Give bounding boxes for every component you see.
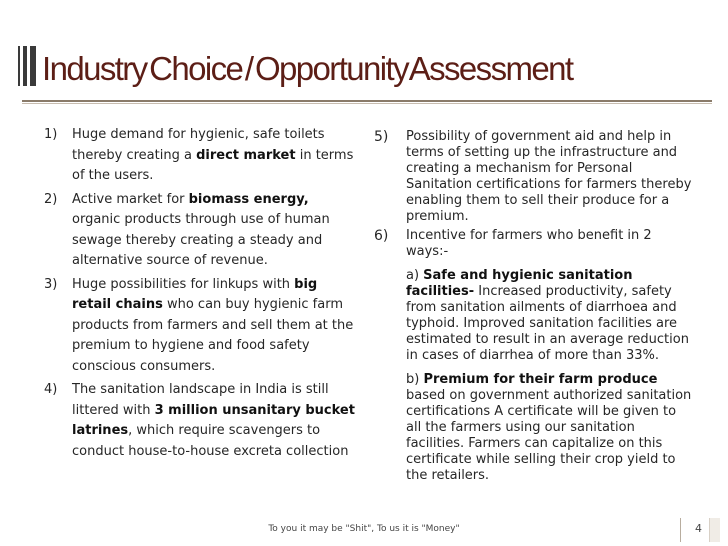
list-item (374, 129, 694, 225)
sub-label: b) (406, 372, 424, 387)
deco-bar (30, 46, 36, 86)
right-column-list (374, 129, 694, 484)
item-text: Incentive for farmers who benefit in 2 ways:- (406, 228, 652, 259)
list-number: 2) (44, 191, 58, 207)
sub-bold: Premium for their farm produce (423, 372, 658, 387)
sub-text: Increased productivity, safety from sanitation ailments of diarrhoea and typhoid. Improved sanitation facilities are estimated to result in an average reduction in cases of diarrhea of more than 33%. (406, 284, 689, 363)
item-bold: biomass energy, (188, 191, 309, 207)
item-text: Possibility of government aid and help in terms of setting up the infrastructure and creating a mechanism for Personal Sanitation certifications for farmers thereby enabling them to sell their produce for a premium. (406, 129, 692, 224)
sub-item-b (406, 372, 694, 484)
item-bold: direct market (196, 147, 296, 163)
item-bold: 3 million unsanitary bucket latrines (72, 402, 355, 438)
item-text: Huge demand for hygienic, safe toilets thereby creating a (72, 127, 325, 163)
slide-footer: To you it may be "Shit", To us it is "Money" (268, 524, 460, 534)
page-number: 4 (695, 522, 702, 535)
item-text: The sanitation landscape in India is still littered with (72, 382, 329, 418)
sub-item-a (406, 268, 694, 364)
title-underline-thin (22, 103, 712, 104)
item-text: who can buy hygienic farm products from farmers and sell them at the premium to hygiene and food safety conscious consumers. (72, 297, 354, 374)
item-bold: big retail chains (72, 276, 318, 312)
list-number: 3) (44, 276, 58, 292)
list-number: 1) (44, 127, 58, 142)
item-text: organic products through use of human sewage thereby creating a steady and alternative source of revenue. (72, 212, 330, 268)
deco-bar (18, 46, 20, 86)
list-number: 6) (374, 228, 389, 244)
list-item (44, 380, 356, 462)
list-item (44, 190, 356, 272)
list-item (374, 228, 694, 260)
sub-text: based on government authorized sanitation certifications A certificate will be given to all the farmers using our sanitation facilities. Farmers can capitalize on this certificate while selling their crop yield to the retailers. (406, 388, 692, 483)
deco-bar (23, 46, 27, 86)
title-underline (22, 100, 712, 102)
item-text: in terms of the users. (72, 147, 354, 183)
corner-decoration (709, 518, 720, 542)
left-column-list (44, 125, 356, 465)
item-text: Active market for (72, 191, 189, 207)
list-item (44, 125, 356, 187)
footer-divider (680, 518, 681, 542)
sub-bold: Safe and hygienic sanitation facilities- (406, 268, 633, 299)
sub-label: a) (406, 268, 424, 283)
list-item (44, 275, 356, 378)
item-text: , which require scavengers to conduct house-to-house excreta collection (72, 423, 349, 459)
list-number: 4) (44, 382, 58, 397)
list-number: 5) (374, 129, 389, 145)
item-text: Huge possibilities for linkups with (72, 276, 295, 292)
slide-title: Industry Choice / Opportunity Assessment (42, 50, 573, 87)
